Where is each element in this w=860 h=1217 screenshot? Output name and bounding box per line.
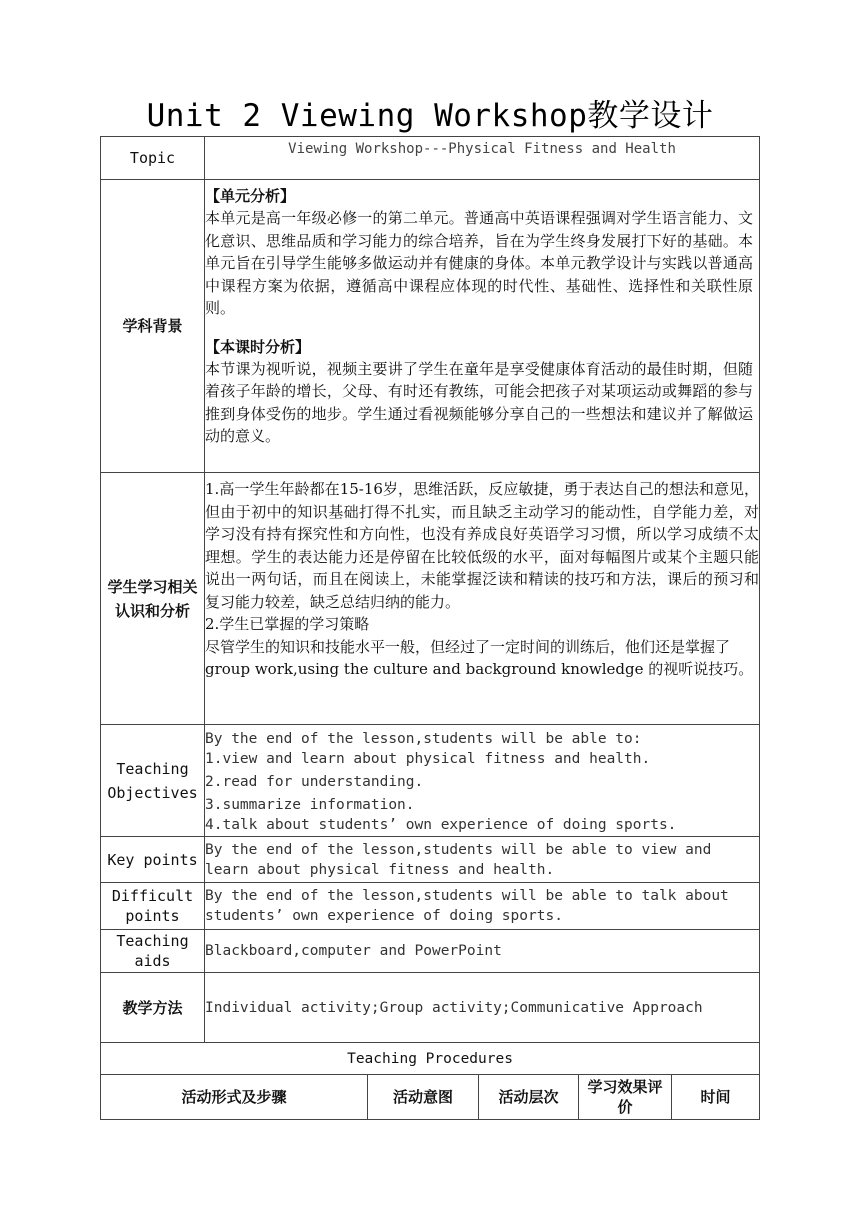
- teaching-aids-row: [101, 930, 760, 973]
- topic-label: Topic: [101, 137, 205, 180]
- key-points-value: By the end of the lesson,students will be able to view and learn about physical fitness and health.: [205, 837, 760, 883]
- header-activity-purpose: 活动意图: [368, 1075, 479, 1120]
- background-label: 学科背景: [101, 180, 205, 473]
- header-learning-evaluation: 学习效果评价: [579, 1075, 672, 1120]
- background-row: [101, 180, 760, 473]
- students-paragraph-3: 尽管学生的知识和技能水平一般，但经过了一定时间的训练后，他们还是掌握了group work,using the culture and background knowledge 的视听说技巧。: [205, 637, 754, 678]
- difficult-points-value: By the end of the lesson,students will be able to talk about students’ own experience of doing sports.: [205, 883, 760, 930]
- unit-analysis-text: 本单元是高一年级必修一的第二单元。普通高中英语课程强调对学生语言能力、文化意识、思维品质和学习能力的综合培养，旨在为学生终身发展打下好的基础。本单元旨在引导学生能够多做运动并有健康的身体。本单元教学设计与实践以普通高中课程方案为依据，遵循高中课程应体现的时代性、基础性、选择性和关联性原则。: [205, 209, 754, 317]
- objective-item: 3.summarize information.: [205, 797, 415, 813]
- objectives-row: [101, 725, 760, 837]
- procedures-title-row: [101, 1043, 760, 1075]
- topic-row: [101, 137, 760, 180]
- students-paragraph-1: 1.高一学生年龄都在15-16岁，思维活跃，反应敏捷，勇于表达自己的想法和意见，但由于初中的知识基础打得不扎实，而且缺乏主动学习的能动性，自学能力差，对学习没有持有探究性和方向性，也没有养成良好英语学习习惯，所以学习成绩不太理想。学生的表达能力还是停留在比较低级的水平，面对每幅图片或某个主题只能说出一两句话，而且在阅读上，未能掌握泛读和精读的技巧和方法，课后的预习和复习能力较差，缺乏总结归纳的能力。: [205, 480, 760, 611]
- students-content: [205, 473, 760, 725]
- methods-value: Individual activity;Group activity;Communicative Approach: [205, 973, 760, 1043]
- header-time: 时间: [672, 1075, 760, 1120]
- objectives-content: [205, 725, 760, 837]
- header-activity-level: 活动层次: [479, 1075, 579, 1120]
- teaching-aids-value: Blackboard,computer and PowerPoint: [205, 930, 760, 973]
- objective-item: 4.talk about students’ own experience of doing sports.: [205, 817, 677, 833]
- students-row: [101, 473, 760, 725]
- difficult-points-label: Difficult points: [101, 883, 205, 930]
- key-points-row: [101, 837, 760, 883]
- background-content: [205, 180, 760, 473]
- objectives-label: Teaching Objectives: [101, 725, 205, 837]
- objective-item: By the end of the lesson,students will be able to:: [205, 731, 642, 747]
- procedures-title: Teaching Procedures: [101, 1043, 760, 1075]
- topic-value: Viewing Workshop---Physical Fitness and Health: [205, 137, 760, 180]
- key-points-label: Key points: [101, 837, 205, 883]
- methods-row: [101, 973, 760, 1043]
- lesson-plan-table: [100, 136, 760, 1120]
- students-paragraph-2: 2.学生已掌握的学习策略: [205, 615, 370, 633]
- students-label: 学生学习相关认识和分析: [101, 473, 205, 725]
- header-activity-steps: 活动形式及步骤: [101, 1075, 368, 1120]
- lesson-analysis-heading: 【本课时分析】: [205, 337, 311, 356]
- teaching-aids-label: Teaching aids: [101, 930, 205, 973]
- difficult-points-row: [101, 883, 760, 930]
- page-title: Unit 2 Viewing Workshop教学设计: [146, 98, 714, 134]
- lesson-analysis-text: 本节课为视听说，视频主要讲了学生在童年是享受健康体育活动的最佳时期，但随着孩子年龄的增长，父母、有时还有教练，可能会把孩子对某项运动或舞蹈的参与推到身体受伤的地步。学生通过看视频能够分享自己的一些想法和建议并了解做运动的意义。: [205, 359, 754, 445]
- procedures-header-row: [101, 1075, 760, 1120]
- objective-item: 1.view and learn about physical fitness and health.: [205, 751, 651, 767]
- methods-label: 教学方法: [101, 973, 205, 1043]
- unit-analysis-heading: 【单元分析】: [205, 187, 296, 205]
- objective-item: 2.read for understanding.: [205, 774, 424, 790]
